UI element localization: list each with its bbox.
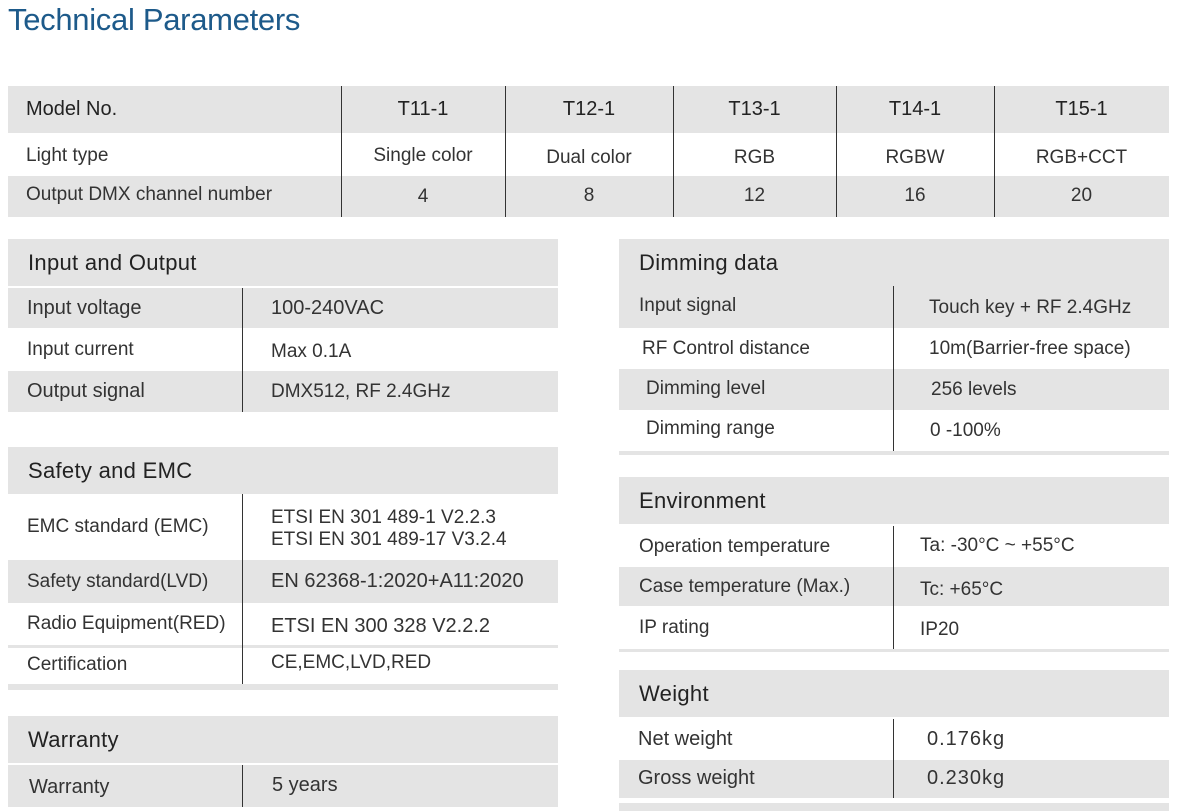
row-value: DMX512, RF 2.4GHz [271, 380, 451, 402]
row-value: Max 0.1A [271, 341, 352, 362]
row-label: IP rating [639, 617, 710, 638]
row-value: EN 62368-1:2020+A11:2020 [271, 570, 524, 592]
row-value: 5 years [272, 773, 338, 796]
model-name: T15-1 [1055, 98, 1108, 120]
row-value: Tc: +65°C [920, 578, 1004, 600]
column-divider [242, 765, 243, 807]
table-cell: RGBW [885, 147, 945, 168]
row-label: Dimming level [646, 378, 766, 399]
row-bg [619, 649, 1169, 652]
row-value: Touch key + RF 2.4GHz [929, 297, 1132, 318]
table-cell: 20 [1070, 185, 1093, 206]
row-bg [619, 451, 1169, 455]
row-value: IP20 [920, 619, 960, 640]
model-name: T12-1 [562, 98, 616, 120]
row-value: ETSI EN 300 328 V2.2.2 [271, 614, 491, 637]
section-heading: Input and Output [8, 239, 558, 286]
section-heading: Weight [619, 670, 1169, 717]
column-divider [242, 494, 243, 684]
row-label: Operation temperature [639, 536, 831, 557]
table-cell: 12 [743, 185, 766, 206]
table-cell: RGB+CCT [1035, 147, 1128, 168]
section-heading: Safety and EMC [8, 447, 558, 494]
row-label: Safety standard(LVD) [27, 570, 209, 592]
row-label: Light type [26, 145, 109, 166]
row-label: Dimming range [646, 418, 775, 439]
table-cell: RGB [733, 147, 776, 168]
row-value: 10m(Barrier-free space) [929, 337, 1131, 359]
model-header-label: Model No. [26, 98, 118, 120]
row-value [271, 494, 507, 564]
value-line: ETSI EN 301 489-1 V2.2.3 [271, 507, 496, 528]
table-cell: Single color [373, 145, 473, 166]
section-heading: Dimming data [619, 239, 1169, 286]
row-label: Radio Equipment(RED) [27, 613, 226, 634]
value-line: ETSI EN 301 489-17 V3.2.4 [271, 529, 507, 550]
row-value: 100-240VAC [271, 296, 385, 319]
column-divider [893, 719, 894, 798]
table-cell: 8 [583, 185, 595, 206]
row-label: Warranty [29, 775, 110, 798]
section-heading: Warranty [8, 716, 558, 763]
row-label: Output DMX channel number [26, 184, 273, 205]
row-bg [619, 803, 1169, 811]
row-value: Ta: -30°C ~ +55°C [920, 535, 1075, 556]
row-label: Certification [27, 654, 128, 675]
model-name: T11-1 [397, 98, 449, 120]
column-divider [893, 286, 894, 451]
row-value: 0.176kg [927, 727, 1006, 750]
column-divider [242, 288, 243, 412]
row-label: Input current [27, 339, 134, 360]
row-label: Case temperature (Max.) [639, 575, 851, 597]
row-label: RF Control distance [642, 337, 810, 359]
row-label: Output signal [27, 380, 145, 402]
row-label: EMC standard (EMC) [27, 516, 209, 537]
model-name: T13-1 [728, 98, 781, 120]
page-title: Technical Parameters [8, 2, 301, 37]
row-value: 0 -100% [930, 420, 1001, 441]
section-heading: Environment [619, 477, 1169, 524]
table-cell: 16 [904, 185, 926, 206]
row-label: Net weight [638, 727, 733, 750]
table-cell: 4 [417, 186, 429, 207]
row-value: 256 levels [931, 379, 1017, 400]
row-label: Gross weight [638, 766, 755, 789]
row-label: Input signal [639, 295, 737, 316]
row-label: Input voltage [27, 296, 142, 319]
model-name: T14-1 [888, 98, 942, 120]
table-cell: Dual color [546, 147, 632, 168]
column-divider [893, 526, 894, 649]
row-bg [8, 684, 558, 690]
row-value: 0.230kg [927, 766, 1006, 789]
row-value: CE,EMC,LVD,RED [271, 652, 432, 673]
